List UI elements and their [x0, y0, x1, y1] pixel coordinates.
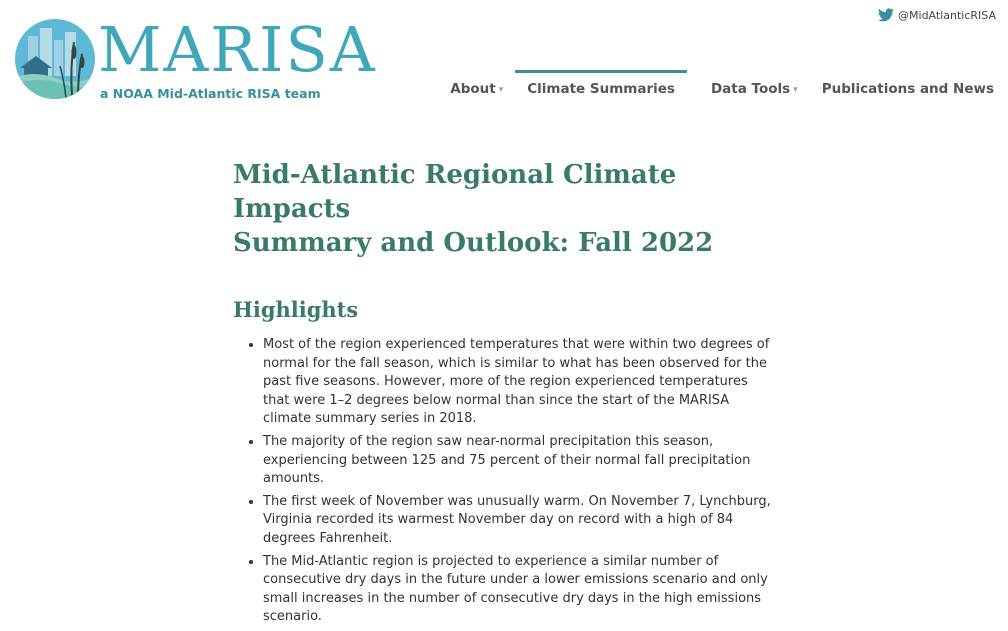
nav-item-label: About: [450, 81, 496, 97]
nav-item-about[interactable]: [450, 70, 503, 97]
list-item: • The Mid-Atlantic region is projected to experience a similar number of consecutive dry days in the future under a lower emissions scenario and only small increases in the number of consecutive dry days in the high emissions scenario.: [263, 553, 773, 627]
twitter-icon: [878, 8, 894, 22]
twitter-link[interactable]: [878, 8, 996, 22]
caret-down-icon: ▾: [793, 85, 798, 95]
nav-item-publications-and-news[interactable]: [822, 70, 994, 97]
list-item: • Most of the region experienced temperatures that were within two degrees of normal for the fall season, which is similar to what has been observed for the past five seasons. However, more of the region experienced temperatures that were 1–2 degrees below normal than since the start of the MARISA climate summary series in 2018.: [263, 336, 773, 429]
nav-item-data-tools[interactable]: [711, 70, 798, 97]
page-title: [233, 158, 773, 260]
nav-item-climate-summaries[interactable]: [515, 70, 687, 97]
logo-wordmark: MARISA: [98, 13, 377, 86]
list-item: • The majority of the region saw near-normal precipitation this season, experiencing between 125 and 75 percent of their normal fall precipitation amounts.: [263, 433, 773, 489]
highlights-heading: Highlights: [233, 297, 359, 322]
page-title-line-2: Summary and Outlook: Fall 2022: [233, 228, 714, 258]
logo-emblem-icon: [14, 18, 96, 100]
logo-tagline: a NOAA Mid-Atlantic RISA team: [100, 86, 321, 101]
twitter-handle[interactable]: @MidAtlanticRISA: [898, 8, 996, 22]
caret-down-icon: ▾: [498, 85, 504, 95]
nav-item-label: Climate Summaries: [527, 81, 675, 97]
nav-item-label: Data Tools: [710, 81, 791, 97]
nav-item-label: Publications and News: [821, 81, 994, 97]
main-nav: [426, 70, 994, 97]
list-item: • The first week of November was unusually warm. On November 7, Lynchburg, Virginia recorded its warmest November day on record with a high of 84 degrees Fahrenheit.: [263, 493, 773, 549]
marisa-logo[interactable]: [14, 13, 377, 104]
highlights-list: [233, 336, 773, 627]
page-title-line-1: Mid-Atlantic Regional Climate Impacts: [233, 160, 677, 224]
article-content: [233, 158, 773, 631]
